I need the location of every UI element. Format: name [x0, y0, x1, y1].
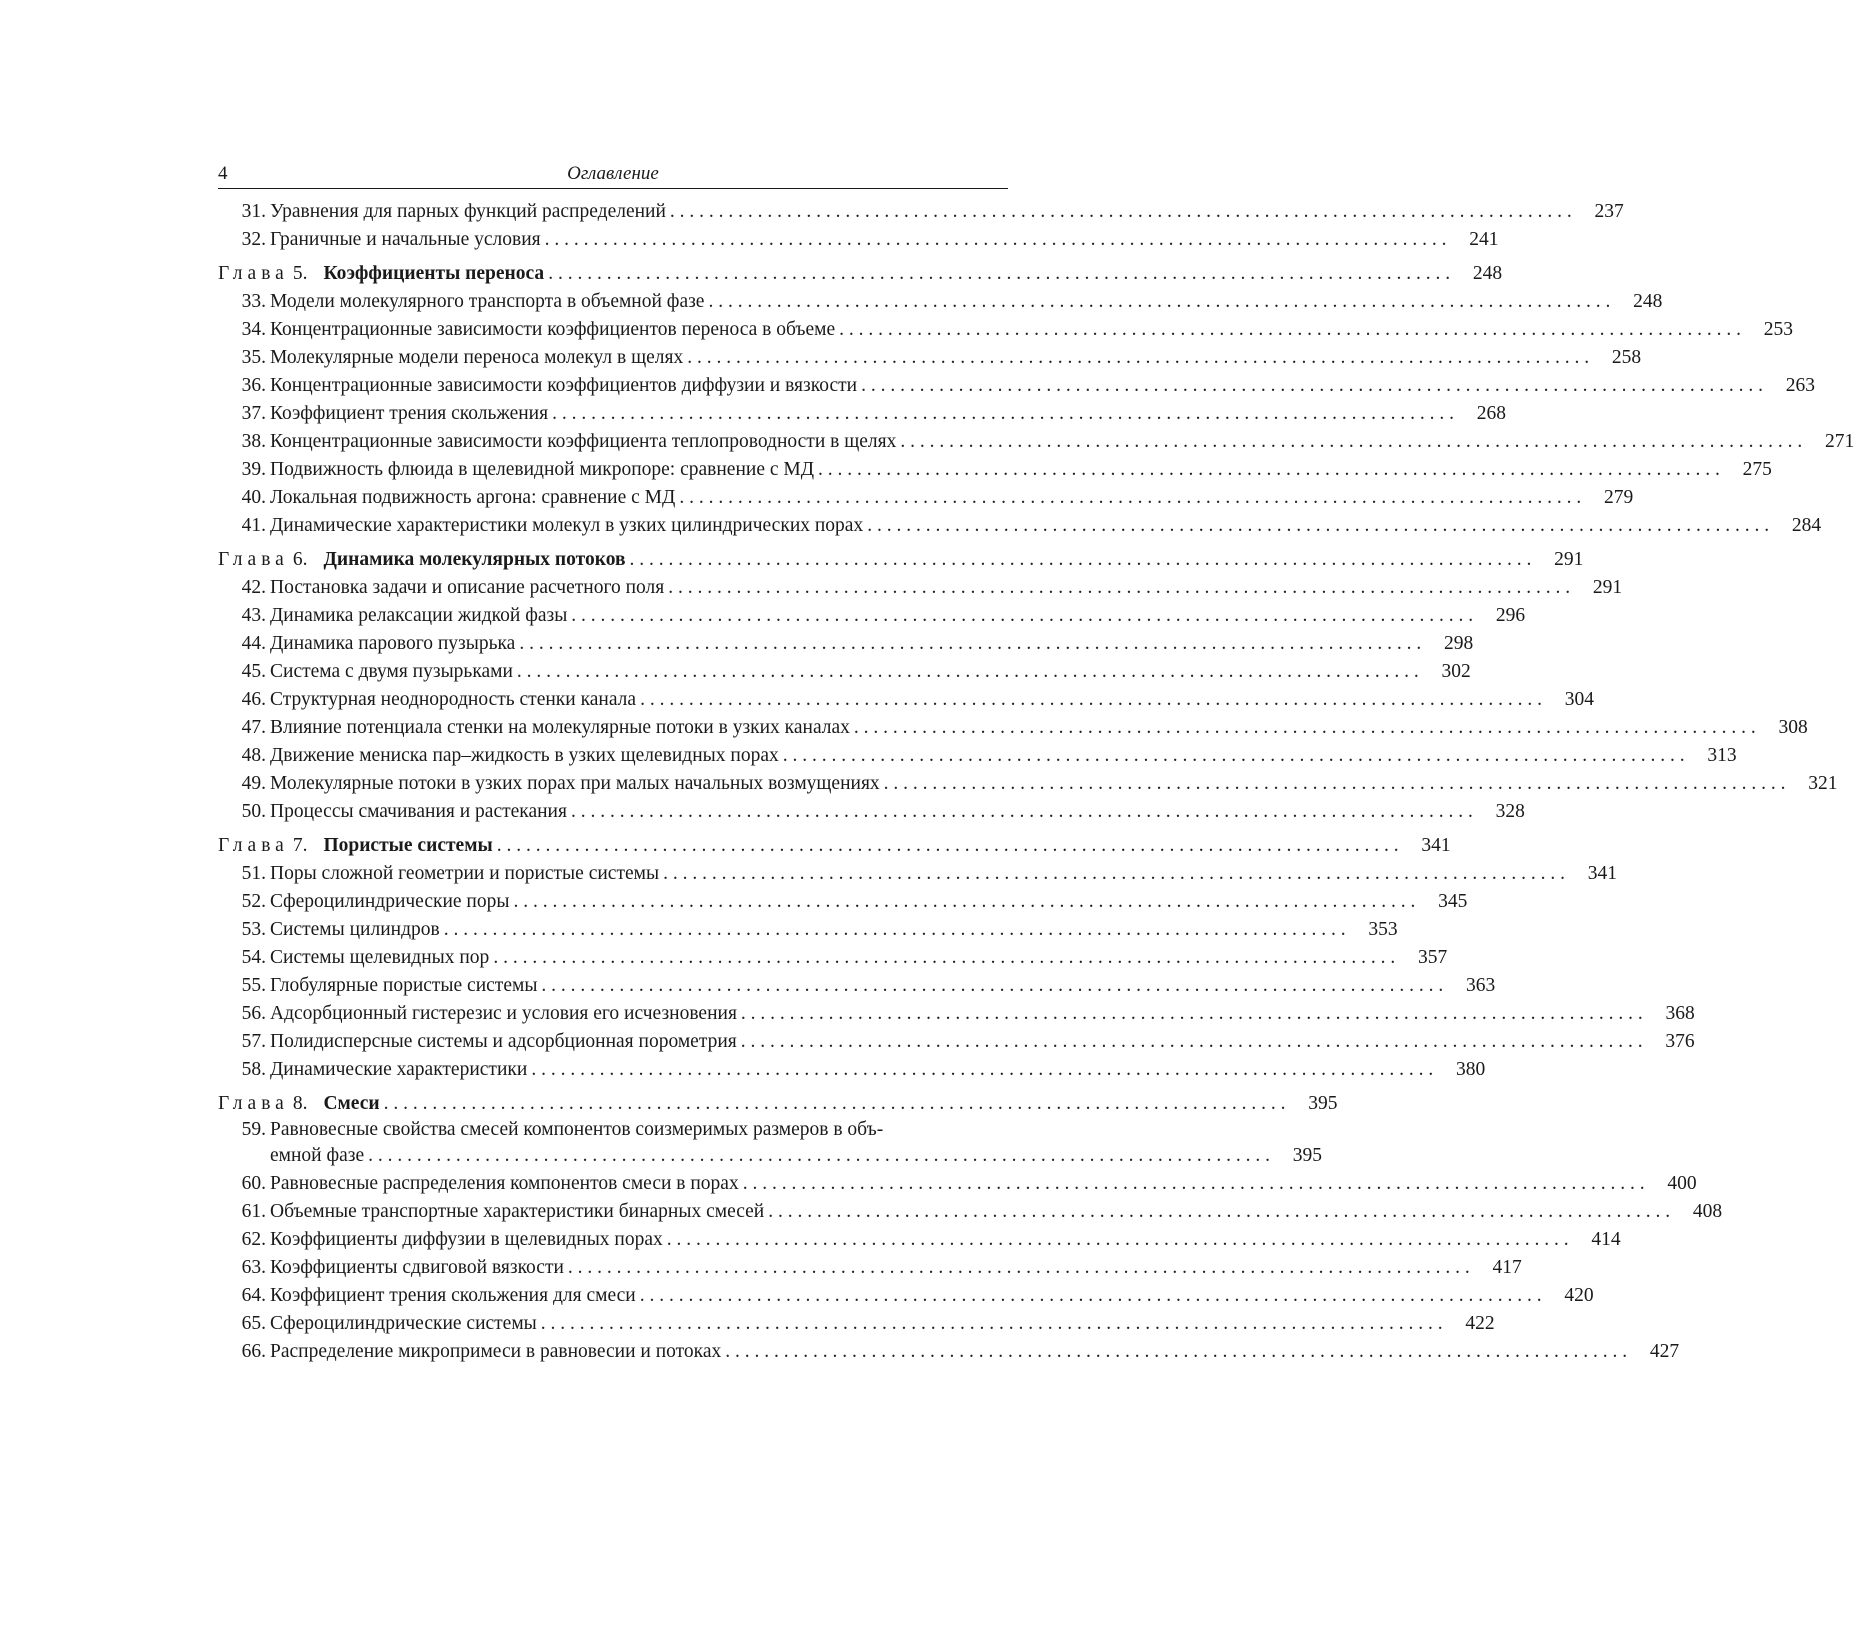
- entry-title: Молекулярные потоки в узких порах при малых начальных возмущениях: [270, 773, 880, 794]
- entry-page: 271: [1824, 431, 1854, 452]
- dot-leader: [880, 770, 1786, 798]
- toc-entry-60[interactable]: [218, 1170, 1697, 1198]
- toc-entry-32[interactable]: [218, 226, 1499, 254]
- entry-page: 353: [1368, 919, 1398, 940]
- document-page: [218, 160, 1854, 1366]
- entry-page: 341: [1587, 863, 1617, 884]
- entry-title: Равновесные свойства смесей компонентов соизмеримых размеров в объ-: [270, 1119, 884, 1140]
- entry-page: 376: [1665, 1031, 1695, 1052]
- entry-number: 36.: [241, 375, 266, 396]
- toc-entry-45[interactable]: [218, 658, 1471, 686]
- entry-page: 363: [1466, 975, 1496, 996]
- dot-leader: [666, 198, 1572, 226]
- toc-chapter-8[interactable]: [218, 1090, 1338, 1118]
- dot-leader: [721, 1338, 1627, 1366]
- entry-title-continuation: емной фазе: [270, 1145, 365, 1166]
- entry-number: 45.: [241, 661, 266, 682]
- dot-leader: [541, 226, 1447, 254]
- entry-page: 313: [1707, 745, 1737, 766]
- dot-leader: [537, 972, 1443, 1000]
- entry-page: 395: [1308, 1093, 1338, 1114]
- toc-entry-37[interactable]: [218, 400, 1506, 428]
- toc-entry-43[interactable]: [218, 602, 1526, 630]
- toc-entry-56[interactable]: [218, 1000, 1695, 1028]
- toc-entry-59[interactable]: [218, 1118, 1323, 1170]
- dot-leader: [537, 1310, 1443, 1338]
- entry-title: Постановка задачи и описание расчетного поля: [270, 577, 665, 598]
- toc-chapter-5[interactable]: [218, 260, 1503, 288]
- dot-leader: [626, 546, 1532, 574]
- entry-number: 54.: [241, 947, 266, 968]
- toc-entry-65[interactable]: [218, 1310, 1495, 1338]
- entry-title: Сфероцилиндрические системы: [270, 1313, 537, 1334]
- entry-number: 61.: [241, 1201, 266, 1222]
- toc-entry-31[interactable]: [218, 198, 1624, 226]
- entry-page: 417: [1492, 1257, 1522, 1278]
- entry-page: 248: [1472, 263, 1503, 284]
- dot-leader: [440, 916, 1346, 944]
- entry-page: 253: [1763, 319, 1794, 340]
- toc-entry-53[interactable]: [218, 916, 1398, 944]
- toc-entry-33[interactable]: [218, 288, 1663, 316]
- entry-number: 47.: [241, 717, 266, 738]
- dot-leader: [764, 1198, 1670, 1226]
- entry-number: 35.: [241, 347, 266, 368]
- entry-page: 408: [1692, 1201, 1723, 1222]
- entry-page: 308: [1778, 717, 1808, 738]
- toc-entry-46[interactable]: [218, 686, 1594, 714]
- entry-number: 63.: [241, 1257, 266, 1278]
- chapter-title: Коэффициенты переноса: [323, 263, 545, 284]
- entry-title: Адсорбционный гистерезис и условия его исчезновения: [270, 1003, 737, 1024]
- table-of-contents: [218, 198, 1854, 1366]
- toc-entry-42[interactable]: [218, 574, 1623, 602]
- entry-title: Коэффициент трения скольжения: [270, 403, 549, 424]
- toc-entry-66[interactable]: [218, 1338, 1680, 1366]
- entry-title: Локальная подвижность аргона: сравнение с МД: [270, 487, 676, 508]
- entry-number: 44.: [241, 633, 266, 654]
- toc-entry-36[interactable]: [218, 372, 1815, 400]
- toc-entry-55[interactable]: [218, 972, 1496, 1000]
- entry-number: 32.: [241, 229, 266, 250]
- dot-leader: [548, 400, 1454, 428]
- entry-page: 263: [1785, 375, 1815, 396]
- entry-page: 298: [1443, 633, 1474, 654]
- chapter-number: 7.: [292, 835, 308, 856]
- dot-leader: [663, 1226, 1569, 1254]
- entry-number: 55.: [241, 975, 266, 996]
- dot-leader: [850, 714, 1756, 742]
- entry-title: Коэффициенты диффузии в щелевидных порах: [270, 1229, 663, 1250]
- dot-leader: [513, 658, 1419, 686]
- chapter-title: Пористые системы: [323, 835, 493, 856]
- entry-number: 33.: [241, 291, 266, 312]
- running-head: [218, 160, 1008, 189]
- toc-entry-62[interactable]: [218, 1226, 1621, 1254]
- entry-title: Системы щелевидных пор: [270, 947, 490, 968]
- entry-number: 41.: [241, 515, 266, 536]
- entry-number: 34.: [241, 319, 266, 340]
- entry-number: 49.: [241, 773, 266, 794]
- toc-entry-34[interactable]: [218, 316, 1794, 344]
- entry-title: Влияние потенциала стенки на молекулярные потоки в узких каналах: [270, 717, 850, 738]
- entry-number: 46.: [241, 689, 266, 710]
- entry-page: 380: [1455, 1059, 1486, 1080]
- entry-number: 50.: [241, 801, 266, 822]
- entry-number: 37.: [241, 403, 266, 424]
- dot-leader: [380, 1090, 1286, 1118]
- entry-title: Динамические характеристики молекул в узких цилиндрических порах: [270, 515, 864, 536]
- entry-title: Сфероцилиндрические поры: [270, 891, 510, 912]
- entry-title: Подвижность флюида в щелевидной микропоре: сравнение с МД: [270, 459, 815, 480]
- dot-leader: [739, 1170, 1645, 1198]
- dot-leader: [493, 832, 1399, 860]
- entry-page: 427: [1649, 1341, 1680, 1362]
- toc-entry-39[interactable]: [218, 456, 1772, 484]
- toc-chapter-6[interactable]: [218, 546, 1584, 574]
- dot-leader: [636, 686, 1542, 714]
- entry-title: Модели молекулярного транспорта в объемной фазе: [270, 291, 705, 312]
- entry-title: Коэффициенты сдвиговой вязкости: [270, 1257, 564, 1278]
- dot-leader: [489, 944, 1395, 972]
- entry-title: Объемные транспортные характеристики бинарных смесей: [270, 1201, 765, 1222]
- dot-leader: [659, 860, 1565, 888]
- entry-number: 60.: [241, 1173, 266, 1194]
- entry-number: 66.: [241, 1341, 266, 1362]
- dot-leader: [675, 484, 1581, 512]
- dot-leader: [664, 574, 1570, 602]
- entry-page: 357: [1417, 947, 1448, 968]
- toc-entry-48[interactable]: [218, 742, 1737, 770]
- dot-leader: [515, 630, 1421, 658]
- dot-leader: [704, 288, 1610, 316]
- entry-page: 368: [1665, 1003, 1695, 1024]
- entry-page: 275: [1742, 459, 1772, 480]
- toc-entry-63[interactable]: [218, 1254, 1522, 1282]
- entry-title: Молекулярные модели переноса молекул в щелях: [270, 347, 684, 368]
- dot-leader: [527, 1056, 1433, 1084]
- entry-title: Движение мениска пар–жидкость в узких щелевидных порах: [270, 745, 779, 766]
- dot-leader: [896, 428, 1802, 456]
- dot-leader: [857, 372, 1763, 400]
- entry-page: 248: [1633, 291, 1663, 312]
- chapter-number: 6.: [292, 549, 308, 570]
- entry-title: Системы цилиндров: [270, 919, 440, 940]
- entry-title: Динамические характеристики: [270, 1059, 528, 1080]
- toc-entry-57[interactable]: [218, 1028, 1695, 1056]
- entry-page: 414: [1591, 1229, 1621, 1250]
- entry-number: 53.: [241, 919, 266, 940]
- toc-entry-41[interactable]: [218, 512, 1822, 540]
- dot-leader: [737, 1000, 1643, 1028]
- entry-title: Глобулярные пористые системы: [270, 975, 538, 996]
- toc-entry-51[interactable]: [218, 860, 1617, 888]
- dot-leader: [564, 1254, 1470, 1282]
- entry-number: 42.: [241, 577, 266, 598]
- entry-number: 52.: [241, 891, 266, 912]
- entry-page: 321: [1808, 773, 1838, 794]
- entry-title: Коэффициент трения скольжения для смеси: [270, 1285, 636, 1306]
- entry-number: 31.: [241, 201, 266, 222]
- entry-number: 59.: [241, 1119, 266, 1140]
- entry-number: 43.: [241, 605, 266, 626]
- toc-entry-64[interactable]: [218, 1282, 1594, 1310]
- chapter-word: Глава: [218, 263, 289, 284]
- entry-page: 258: [1611, 347, 1642, 368]
- entry-page: 296: [1495, 605, 1526, 626]
- entry-number: 48.: [241, 745, 266, 766]
- entry-title: Система с двумя пузырьками: [270, 661, 513, 682]
- dot-leader: [567, 602, 1473, 630]
- entry-number: 64.: [241, 1285, 266, 1306]
- dot-leader: [364, 1142, 1270, 1170]
- toc-entry-61[interactable]: [218, 1198, 1723, 1226]
- toc-entry-52[interactable]: [218, 888, 1468, 916]
- entry-number: 40.: [241, 487, 266, 508]
- entry-page: 304: [1564, 689, 1594, 710]
- entry-number: 62.: [241, 1229, 266, 1250]
- entry-number: 58.: [241, 1059, 266, 1080]
- entry-title: Поры сложной геометрии и пористые системы: [270, 863, 660, 884]
- entry-title: Динамика парового пузырька: [270, 633, 516, 654]
- entry-title: Процессы смачивания и растекания: [270, 801, 567, 822]
- entry-title: Полидисперсные системы и адсорбционная порометрия: [270, 1031, 737, 1052]
- entry-page: 400: [1667, 1173, 1697, 1194]
- entry-title: Концентрационные зависимости коэффициентов диффузии и вязкости: [270, 375, 858, 396]
- entry-number: 56.: [241, 1003, 266, 1024]
- entry-page: 291: [1554, 549, 1584, 570]
- entry-title: Уравнения для парных функций распределений: [270, 201, 666, 222]
- dot-leader: [509, 888, 1415, 916]
- dot-leader: [567, 798, 1473, 826]
- entry-page: 237: [1594, 201, 1624, 222]
- toc-entry-47[interactable]: [218, 714, 1808, 742]
- entry-number: 39.: [241, 459, 266, 480]
- page-number: 4: [218, 163, 228, 184]
- dot-leader: [863, 512, 1769, 540]
- entry-title: Структурная неоднородность стенки канала: [270, 689, 637, 710]
- entry-page: 341: [1421, 835, 1451, 856]
- entry-page: 422: [1465, 1313, 1495, 1334]
- dot-leader: [737, 1028, 1643, 1056]
- chapter-word: Глава: [218, 835, 289, 856]
- dot-leader: [544, 260, 1450, 288]
- chapter-number: 5.: [292, 263, 308, 284]
- running-head-title: Оглавление: [567, 163, 659, 184]
- chapter-number: 8.: [292, 1093, 308, 1114]
- entry-page: 420: [1564, 1285, 1594, 1306]
- entry-title: Граничные и начальные условия: [270, 229, 541, 250]
- chapter-word: Глава: [218, 549, 289, 570]
- toc-entry-58[interactable]: [218, 1056, 1486, 1084]
- entry-page: 284: [1791, 515, 1822, 536]
- toc-entry-40[interactable]: [218, 484, 1634, 512]
- dot-leader: [814, 456, 1720, 484]
- entry-number: 38.: [241, 431, 266, 452]
- entry-number: 51.: [241, 863, 266, 884]
- entry-title: Распределение микропримеси в равновесии и потоках: [270, 1341, 722, 1362]
- toc-entry-50[interactable]: [218, 798, 1525, 826]
- entry-title: Концентрационные зависимости коэффициента теплопроводности в щелях: [270, 431, 897, 452]
- entry-page: 268: [1476, 403, 1506, 424]
- dot-leader: [683, 344, 1589, 372]
- toc-entry-38[interactable]: [218, 428, 1854, 456]
- toc-entry-35[interactable]: [218, 344, 1642, 372]
- entry-page: 241: [1469, 229, 1499, 250]
- entry-title: Концентрационные зависимости коэффициентов переноса в объеме: [270, 319, 836, 340]
- entry-page: 279: [1603, 487, 1634, 508]
- chapter-title: Динамика молекулярных потоков: [323, 549, 626, 570]
- toc-entry-44[interactable]: [218, 630, 1474, 658]
- chapter-word: Глава: [218, 1093, 289, 1114]
- chapter-title: Смеси: [323, 1093, 380, 1114]
- entry-title: Равновесные распределения компонентов смеси в порах: [270, 1173, 739, 1194]
- toc-chapter-7[interactable]: [218, 832, 1451, 860]
- dot-leader: [835, 316, 1741, 344]
- dot-leader: [636, 1282, 1542, 1310]
- entry-page: 291: [1592, 577, 1623, 598]
- entry-page: 302: [1441, 661, 1471, 682]
- entry-title: Динамика релаксации жидкой фазы: [270, 605, 568, 626]
- entry-number: 57.: [241, 1031, 266, 1052]
- toc-entry-49[interactable]: [218, 770, 1838, 798]
- entry-page: 345: [1438, 891, 1468, 912]
- entry-page: 328: [1495, 801, 1525, 822]
- entry-number: 65.: [241, 1313, 266, 1334]
- entry-page: 395: [1292, 1145, 1323, 1166]
- toc-entry-54[interactable]: [218, 944, 1448, 972]
- dot-leader: [779, 742, 1685, 770]
